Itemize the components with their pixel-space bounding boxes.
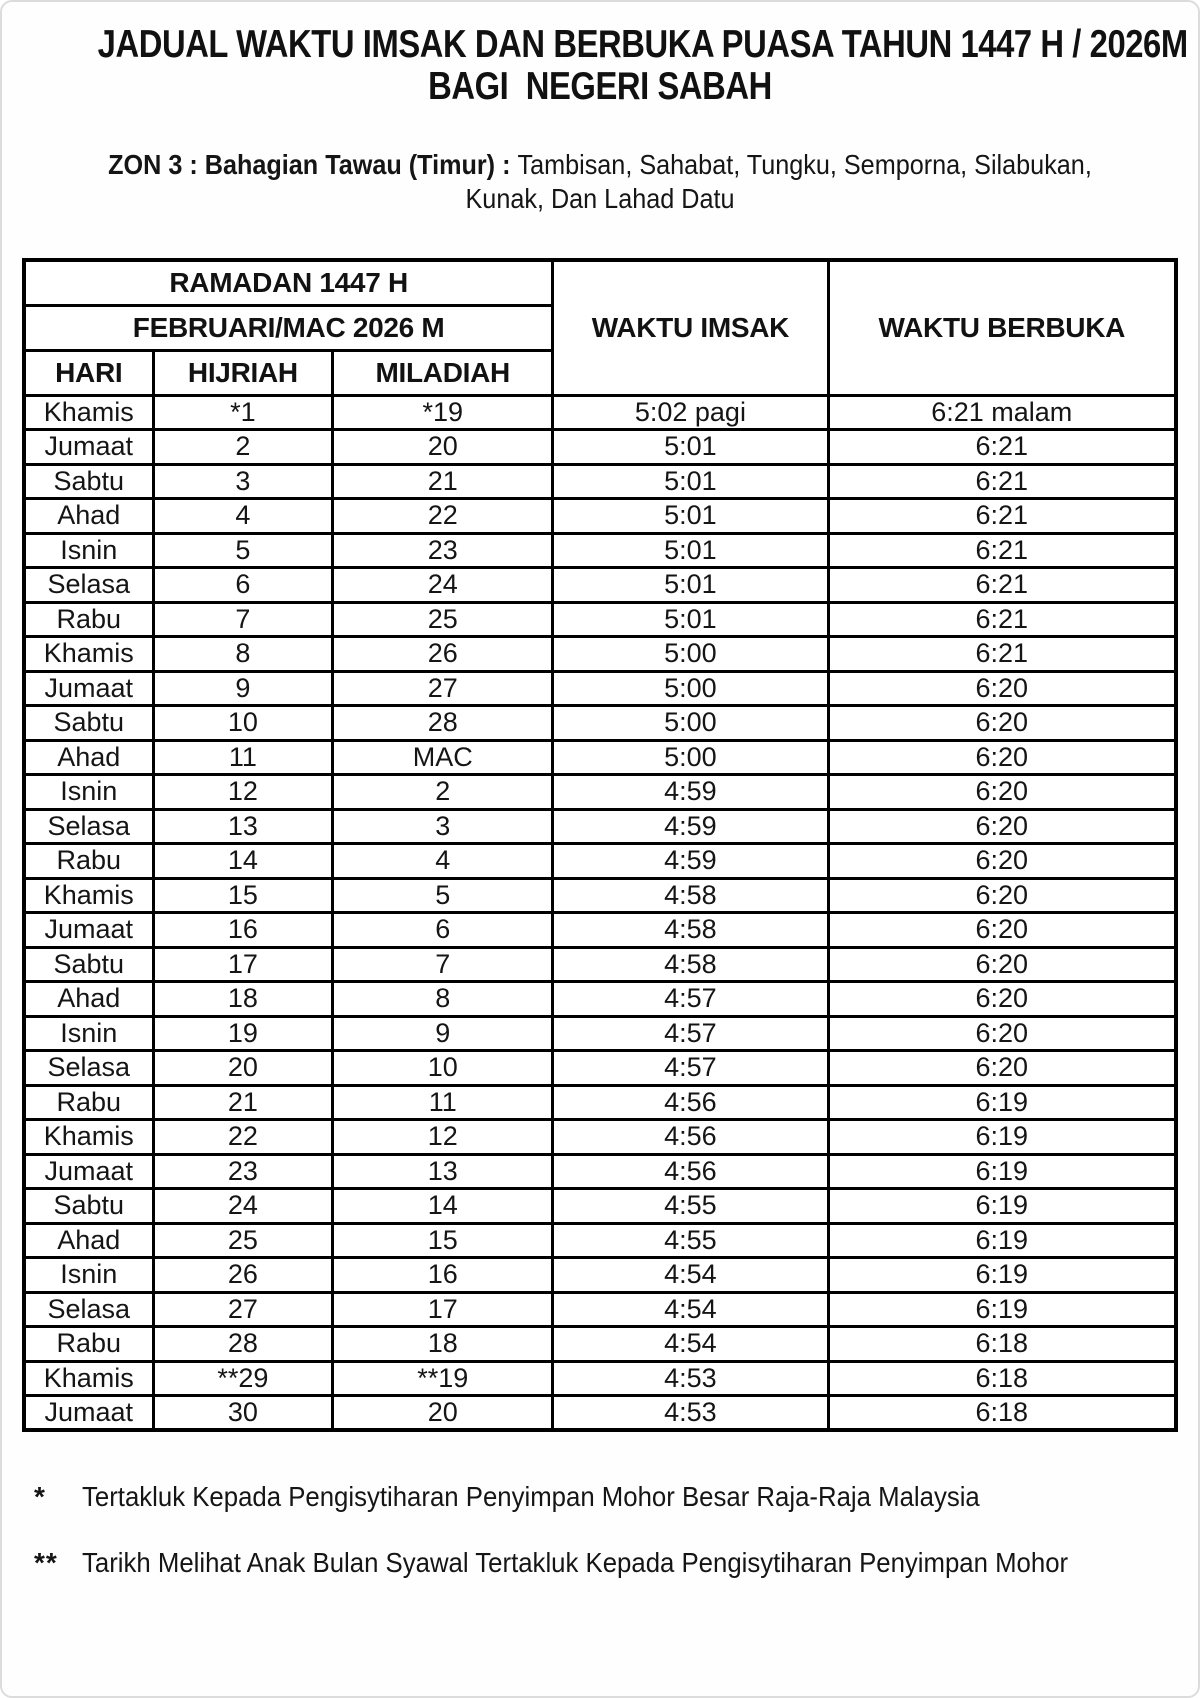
hari-cell: Sabtu: [24, 1189, 153, 1224]
hijriah-cell: 22: [153, 1120, 333, 1155]
imsak-cell: 5:02 pagi: [553, 395, 828, 430]
miladiah-cell: **19: [333, 1361, 553, 1396]
imsak-cell: 5:00: [553, 706, 828, 741]
miladiah-cell: 9: [333, 1016, 553, 1051]
berbuka-cell: 6:20: [828, 809, 1176, 844]
hari-cell: Rabu: [24, 1085, 153, 1120]
hijriah-cell: 26: [153, 1258, 333, 1293]
berbuka-cell: 6:21: [828, 568, 1176, 603]
hari-header-cell: HARI: [24, 350, 153, 395]
imsak-cell: 4:54: [553, 1327, 828, 1362]
gregorian-header-cell: FEBRUARI/MAC 2026 M: [24, 305, 553, 350]
table-row: [24, 1154, 1176, 1189]
hijriah-cell: 17: [153, 947, 333, 982]
imsak-berbuka-table: [22, 258, 1178, 1432]
hari-cell: Jumaat: [24, 913, 153, 948]
hari-cell: Khamis: [24, 395, 153, 430]
berbuka-cell: 6:20: [828, 878, 1176, 913]
hari-cell: Selasa: [24, 1051, 153, 1086]
hijriah-cell: **29: [153, 1361, 333, 1396]
miladiah-cell: 4: [333, 844, 553, 879]
imsak-cell: 4:53: [553, 1396, 828, 1431]
imsak-cell: 5:00: [553, 671, 828, 706]
hijriah-cell: 20: [153, 1051, 333, 1086]
waktu-berbuka-header-cell: WAKTU BERBUKA: [828, 260, 1176, 395]
berbuka-cell: 6:19: [828, 1085, 1176, 1120]
table-row: [24, 1189, 1176, 1224]
hijriah-cell: 10: [153, 706, 333, 741]
hijriah-cell: 15: [153, 878, 333, 913]
miladiah-cell: 20: [333, 1396, 553, 1431]
berbuka-cell: 6:20: [828, 706, 1176, 741]
table-row: [24, 1120, 1176, 1155]
table-row: [24, 913, 1176, 948]
imsak-cell: 4:55: [553, 1189, 828, 1224]
hari-cell: Jumaat: [24, 671, 153, 706]
ramadan-header-cell: RAMADAN 1447 H: [24, 260, 553, 305]
berbuka-cell: 6:18: [828, 1327, 1176, 1362]
miladiah-cell: 21: [333, 464, 553, 499]
hari-cell: Ahad: [24, 499, 153, 534]
berbuka-cell: 6:19: [828, 1292, 1176, 1327]
imsak-cell: 4:57: [553, 982, 828, 1017]
miladiah-cell: 24: [333, 568, 553, 603]
footnote: [34, 1480, 1198, 1514]
hari-cell: Isnin: [24, 775, 153, 810]
berbuka-cell: 6:19: [828, 1189, 1176, 1224]
imsak-cell: 5:01: [553, 464, 828, 499]
imsak-cell: 4:57: [553, 1051, 828, 1086]
hijriah-cell: 21: [153, 1085, 333, 1120]
hari-cell: Rabu: [24, 844, 153, 879]
imsak-cell: 4:55: [553, 1223, 828, 1258]
miladiah-cell: 2: [333, 775, 553, 810]
hijriah-cell: *1: [153, 395, 333, 430]
miladiah-cell: 5: [333, 878, 553, 913]
hijriah-cell: 8: [153, 637, 333, 672]
table-body: [24, 395, 1176, 1430]
imsak-cell: 5:01: [553, 568, 828, 603]
imsak-cell: 4:56: [553, 1120, 828, 1155]
miladiah-cell: 26: [333, 637, 553, 672]
berbuka-cell: 6:20: [828, 982, 1176, 1017]
imsak-cell: 5:01: [553, 499, 828, 534]
table-row: [24, 1327, 1176, 1362]
miladiah-cell: 25: [333, 602, 553, 637]
miladiah-cell: MAC: [333, 740, 553, 775]
berbuka-cell: 6:18: [828, 1396, 1176, 1431]
table-row: [24, 602, 1176, 637]
hijriah-cell: 27: [153, 1292, 333, 1327]
miladiah-cell: 6: [333, 913, 553, 948]
miladiah-cell: 14: [333, 1189, 553, 1224]
berbuka-cell: 6:18: [828, 1361, 1176, 1396]
miladiah-cell: 27: [333, 671, 553, 706]
miladiah-cell: 16: [333, 1258, 553, 1293]
hijriah-header-cell: HIJRIAH: [153, 350, 333, 395]
table-row: [24, 1258, 1176, 1293]
hari-cell: Sabtu: [24, 464, 153, 499]
berbuka-cell: 6:20: [828, 844, 1176, 879]
table-row: [24, 844, 1176, 879]
hari-cell: Selasa: [24, 568, 153, 603]
imsak-cell: 4:58: [553, 913, 828, 948]
zone-description: [2, 148, 1198, 216]
hari-cell: Isnin: [24, 1258, 153, 1293]
title-line-2: BAGI NEGERI SABAH: [428, 65, 772, 108]
table-row: [24, 706, 1176, 741]
footnote: [34, 1546, 1198, 1580]
berbuka-cell: 6:21: [828, 430, 1176, 465]
hari-cell: Ahad: [24, 740, 153, 775]
table-row: [24, 809, 1176, 844]
table-row: [24, 1016, 1176, 1051]
imsak-cell: 4:54: [553, 1292, 828, 1327]
hari-cell: Jumaat: [24, 1154, 153, 1189]
berbuka-cell: 6:20: [828, 1051, 1176, 1086]
miladiah-cell: *19: [333, 395, 553, 430]
miladiah-cell: 13: [333, 1154, 553, 1189]
table-row: [24, 637, 1176, 672]
table-row: [24, 1396, 1176, 1431]
hari-cell: Isnin: [24, 533, 153, 568]
miladiah-cell: 8: [333, 982, 553, 1017]
miladiah-cell: 17: [333, 1292, 553, 1327]
footnote-marker: *: [34, 1481, 46, 1512]
miladiah-cell: 11: [333, 1085, 553, 1120]
imsak-cell: 5:01: [553, 533, 828, 568]
miladiah-cell: 23: [333, 533, 553, 568]
hijriah-cell: 18: [153, 982, 333, 1017]
hari-cell: Rabu: [24, 602, 153, 637]
hijriah-cell: 4: [153, 499, 333, 534]
zone-line-1: [62, 148, 1138, 182]
hari-cell: Khamis: [24, 878, 153, 913]
title-line-1: JADUAL WAKTU IMSAK DAN BERBUKA PUASA TAHUN 1447 H / 2026M: [97, 23, 1188, 66]
hari-cell: Khamis: [24, 1361, 153, 1396]
hijriah-cell: 5: [153, 533, 333, 568]
hari-cell: Isnin: [24, 1016, 153, 1051]
table-row: [24, 1292, 1176, 1327]
table-row: [24, 533, 1176, 568]
hijriah-cell: 2: [153, 430, 333, 465]
footnote-marker: **: [34, 1547, 58, 1578]
hari-cell: Rabu: [24, 1327, 153, 1362]
table-row: [24, 568, 1176, 603]
hijriah-cell: 12: [153, 775, 333, 810]
berbuka-cell: 6:20: [828, 775, 1176, 810]
hari-cell: Khamis: [24, 637, 153, 672]
hijriah-cell: 9: [153, 671, 333, 706]
imsak-cell: 4:59: [553, 809, 828, 844]
table-row: [24, 499, 1176, 534]
miladiah-cell: 18: [333, 1327, 553, 1362]
hari-cell: Sabtu: [24, 947, 153, 982]
table-row: [24, 464, 1176, 499]
table-row: [24, 1361, 1176, 1396]
hari-cell: Jumaat: [24, 1396, 153, 1431]
imsak-cell: 5:00: [553, 740, 828, 775]
miladiah-cell: 12: [333, 1120, 553, 1155]
berbuka-cell: 6:20: [828, 740, 1176, 775]
berbuka-cell: 6:21: [828, 637, 1176, 672]
miladiah-cell: 15: [333, 1223, 553, 1258]
miladiah-header-cell: MILADIAH: [333, 350, 553, 395]
table-row: [24, 1051, 1176, 1086]
table-row: [24, 395, 1176, 430]
hijriah-cell: 7: [153, 602, 333, 637]
footnote-text: Tertakluk Kepada Pengisytiharan Penyimpan Mohor Besar Raja-Raja Malaysia: [82, 1481, 980, 1512]
table-row: [24, 775, 1176, 810]
hijriah-cell: 13: [153, 809, 333, 844]
footnotes: [34, 1480, 1198, 1580]
hari-cell: Selasa: [24, 809, 153, 844]
hijriah-cell: 3: [153, 464, 333, 499]
imsak-cell: 4:59: [553, 775, 828, 810]
hijriah-cell: 24: [153, 1189, 333, 1224]
berbuka-cell: 6:21: [828, 533, 1176, 568]
miladiah-cell: 22: [333, 499, 553, 534]
imsak-cell: 5:00: [553, 637, 828, 672]
hari-cell: Ahad: [24, 982, 153, 1017]
berbuka-cell: 6:20: [828, 1016, 1176, 1051]
table-row: [24, 947, 1176, 982]
document-title: [2, 24, 1198, 108]
table-row: [24, 430, 1176, 465]
berbuka-cell: 6:20: [828, 913, 1176, 948]
miladiah-cell: 3: [333, 809, 553, 844]
imsak-cell: 5:01: [553, 430, 828, 465]
header-row-ramadan: [24, 260, 1176, 305]
berbuka-cell: 6:21: [828, 602, 1176, 637]
berbuka-cell: 6:19: [828, 1258, 1176, 1293]
berbuka-cell: 6:19: [828, 1154, 1176, 1189]
hari-cell: Ahad: [24, 1223, 153, 1258]
zone-areas-line-1: Tambisan, Sahabat, Tungku, Semporna, Silabukan,: [517, 149, 1092, 180]
hijriah-cell: 11: [153, 740, 333, 775]
hijriah-cell: 23: [153, 1154, 333, 1189]
hijriah-cell: 19: [153, 1016, 333, 1051]
berbuka-cell: 6:21 malam: [828, 395, 1176, 430]
zone-label: ZON 3 : Bahagian Tawau (Timur) :: [108, 149, 518, 180]
imsak-cell: 5:01: [553, 602, 828, 637]
miladiah-cell: 28: [333, 706, 553, 741]
hijriah-cell: 6: [153, 568, 333, 603]
imsak-cell: 4:56: [553, 1154, 828, 1189]
table-header: [24, 260, 1176, 395]
imsak-cell: 4:58: [553, 878, 828, 913]
hijriah-cell: 28: [153, 1327, 333, 1362]
zone-areas-line-2: Kunak, Dan Lahad Datu: [465, 183, 735, 214]
imsak-cell: 4:56: [553, 1085, 828, 1120]
imsak-cell: 4:57: [553, 1016, 828, 1051]
miladiah-cell: 10: [333, 1051, 553, 1086]
hijriah-cell: 16: [153, 913, 333, 948]
berbuka-cell: 6:20: [828, 671, 1176, 706]
hari-cell: Jumaat: [24, 430, 153, 465]
miladiah-cell: 20: [333, 430, 553, 465]
imsak-cell: 4:58: [553, 947, 828, 982]
imsak-cell: 4:53: [553, 1361, 828, 1396]
hari-cell: Khamis: [24, 1120, 153, 1155]
berbuka-cell: 6:21: [828, 499, 1176, 534]
table-row: [24, 671, 1176, 706]
hijriah-cell: 30: [153, 1396, 333, 1431]
hijriah-cell: 14: [153, 844, 333, 879]
waktu-imsak-header-cell: WAKTU IMSAK: [553, 260, 828, 395]
imsak-cell: 4:54: [553, 1258, 828, 1293]
berbuka-cell: 6:20: [828, 947, 1176, 982]
table-row: [24, 1223, 1176, 1258]
table-row: [24, 1085, 1176, 1120]
hari-cell: Selasa: [24, 1292, 153, 1327]
hari-cell: Sabtu: [24, 706, 153, 741]
berbuka-cell: 6:19: [828, 1120, 1176, 1155]
footnote-text: Tarikh Melihat Anak Bulan Syawal Tertakluk Kepada Pengisytiharan Penyimpan Mohor: [82, 1547, 1069, 1578]
berbuka-cell: 6:21: [828, 464, 1176, 499]
table-row: [24, 878, 1176, 913]
hijriah-cell: 25: [153, 1223, 333, 1258]
table-row: [24, 982, 1176, 1017]
table-row: [24, 740, 1176, 775]
berbuka-cell: 6:19: [828, 1223, 1176, 1258]
miladiah-cell: 7: [333, 947, 553, 982]
imsak-cell: 4:59: [553, 844, 828, 879]
